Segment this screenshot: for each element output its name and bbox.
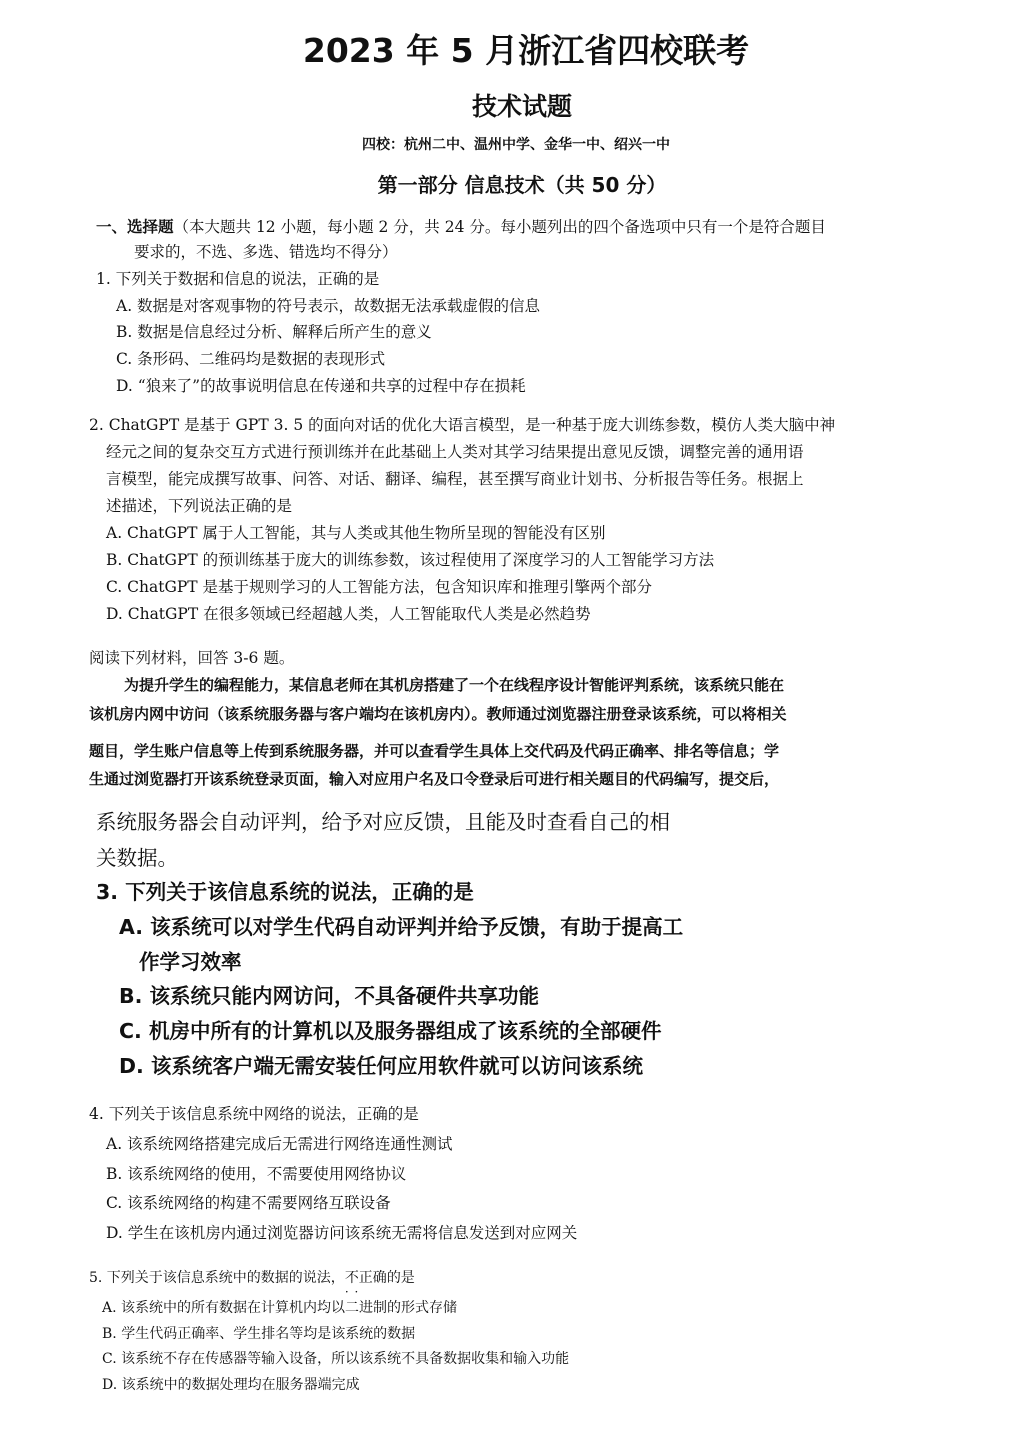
q1-stem: 1. 下列关于数据和信息的说法，正确的是 bbox=[96, 270, 380, 288]
q3-option-b: B. 该系统只能内网访问，不具备硬件共享功能 bbox=[119, 984, 540, 1008]
q2-stem-line1: 2. ChatGPT 是基于 GPT 3. 5 的面向对话的优化大语言模型，是一种基于庞大训练参数，模仿人类大脑中神 bbox=[89, 416, 836, 434]
q5-option-b: B. 学生代码正确率、学生排名等均是该系统的数据 bbox=[102, 1326, 416, 1342]
q4-option-b: B. 该系统网络的使用，不需要使用网络协议 bbox=[106, 1165, 407, 1183]
part-heading: 第一部分 信息技术（共 50 分） bbox=[377, 173, 667, 197]
q3-option-d: D. 该系统客户端无需安装任何应用软件就可以访问该系统 bbox=[119, 1054, 643, 1078]
q5-stem-emphasis: 不正确 · · bbox=[345, 1271, 387, 1285]
exam-schools: 四校：杭州二中、温州中学、金华一中、绍兴一中 bbox=[362, 137, 670, 153]
q2-stem-line4: 述描述，下列说法正确的是 bbox=[106, 497, 293, 515]
q1-option-b: B. 数据是信息经过分析、解释后所产生的意义 bbox=[116, 323, 432, 341]
q1-option-c: C. 条形码、二维码均是数据的表现形式 bbox=[116, 350, 386, 368]
q1-option-d: D. “狼来了”的故事说明信息在传递和共享的过程中存在损耗 bbox=[116, 377, 526, 395]
q4-option-d: D. 学生在该机房内通过浏览器访问该系统无需将信息发送到对应网关 bbox=[106, 1224, 578, 1242]
q2-option-c: C. ChatGPT 是基于规则学习的人工智能方法，包含知识库和推理引擎两个部分 bbox=[106, 578, 653, 596]
q2-option-d: D. ChatGPT 在很多领域已经超越人类，人工智能取代人类是必然趋势 bbox=[106, 605, 591, 623]
q5-option-d: D. 该系统中的数据处理均在服务器端完成 bbox=[102, 1377, 360, 1393]
q4-stem: 4. 下列关于该信息系统中网络的说法，正确的是 bbox=[89, 1105, 419, 1123]
q2-option-a: A. ChatGPT 属于人工智能，其与人类或其他生物所呈现的智能没有区别 bbox=[106, 524, 606, 542]
q5-stem-post: 的是 bbox=[386, 1270, 415, 1286]
q3-option-a-cont: 作学习效率 bbox=[139, 950, 242, 974]
q5-option-c: C. 该系统不存在传感器等输入设备，所以该系统不具备数据收集和输入功能 bbox=[102, 1351, 570, 1367]
q5-stem bbox=[89, 1271, 415, 1285]
q2-option-b: B. ChatGPT 的预训练基于庞大的训练参数，该过程使用了深度学习的人工智能学习方法 bbox=[106, 551, 715, 569]
section-instructions-line1: （本大题共 12 小题，每小题 2 分，共 24 分。每小题列出的四个备选项中只有一个是符合题目 bbox=[173, 218, 826, 236]
section-instructions-line2: 要求的，不选、多选、错选均不得分） bbox=[134, 243, 398, 261]
exam-subject: 技术试题 bbox=[471, 92, 572, 121]
section-label: 一、选择题 bbox=[96, 218, 174, 236]
material-para-line4: 生通过浏览器打开该系统登录页面，输入对应用户名及口令登录后可进行相关题目的代码编写，提交后， bbox=[89, 770, 780, 788]
material-para-line5: 系统服务器会自动评判，给予对应反馈，且能及时查看自己的相 bbox=[96, 810, 670, 834]
q2-stem-line2: 经元之间的复杂交互方式进行预训练并在此基础上人类对其学习结果提出意见反馈，调整完善的通用语 bbox=[106, 443, 804, 461]
material-para-line2: 该机房内网中访问（该系统服务器与客户端均在该机房内）。教师通过浏览器注册登录该系统，可以将相关 bbox=[89, 705, 787, 723]
q4-option-c: C. 该系统网络的构建不需要网络互联设备 bbox=[106, 1194, 391, 1212]
material-para-line6: 关数据。 bbox=[96, 846, 178, 870]
q4-option-a: A. 该系统网络搭建完成后无需进行网络连通性测试 bbox=[106, 1135, 453, 1153]
q5-option-a: A. 该系统中的所有数据在计算机内均以二进制的形式存储 bbox=[102, 1300, 458, 1316]
q3-option-a: A. 该系统可以对学生代码自动评判并给予反馈，有助于提高工 bbox=[119, 915, 684, 939]
q1-option-a: A. 数据是对客观事物的符号表示，故数据无法承载虚假的信息 bbox=[116, 297, 541, 315]
q3-option-c: C. 机房中所有的计算机以及服务器组成了该系统的全部硬件 bbox=[119, 1019, 662, 1043]
q3-stem: 3. 下列关于该信息系统的说法，正确的是 bbox=[96, 880, 474, 904]
exam-title: 2023 年 5 月浙江省四校联考 bbox=[302, 31, 750, 70]
material-para-line1: 为提升学生的编程能力，某信息老师在其机房搭建了一个在线程序设计智能评判系统，该系统只能在 bbox=[124, 676, 785, 694]
material-para-line3: 题目，学生账户信息等上传到系统服务器，并可以查看学生具体上交代码及代码正确率、排名等信息；学 bbox=[89, 742, 780, 760]
material-intro: 阅读下列材料，回答 3-6 题。 bbox=[89, 649, 295, 667]
section-instructions bbox=[96, 219, 826, 236]
q2-stem-line3: 言模型，能完成撰写故事、问答、对话、翻译、编程，甚至撰写商业计划书、分析报告等任务。根据上 bbox=[106, 470, 804, 488]
q5-stem-pre: 5. 下列关于该信息系统中的数据的说法， bbox=[89, 1270, 345, 1286]
